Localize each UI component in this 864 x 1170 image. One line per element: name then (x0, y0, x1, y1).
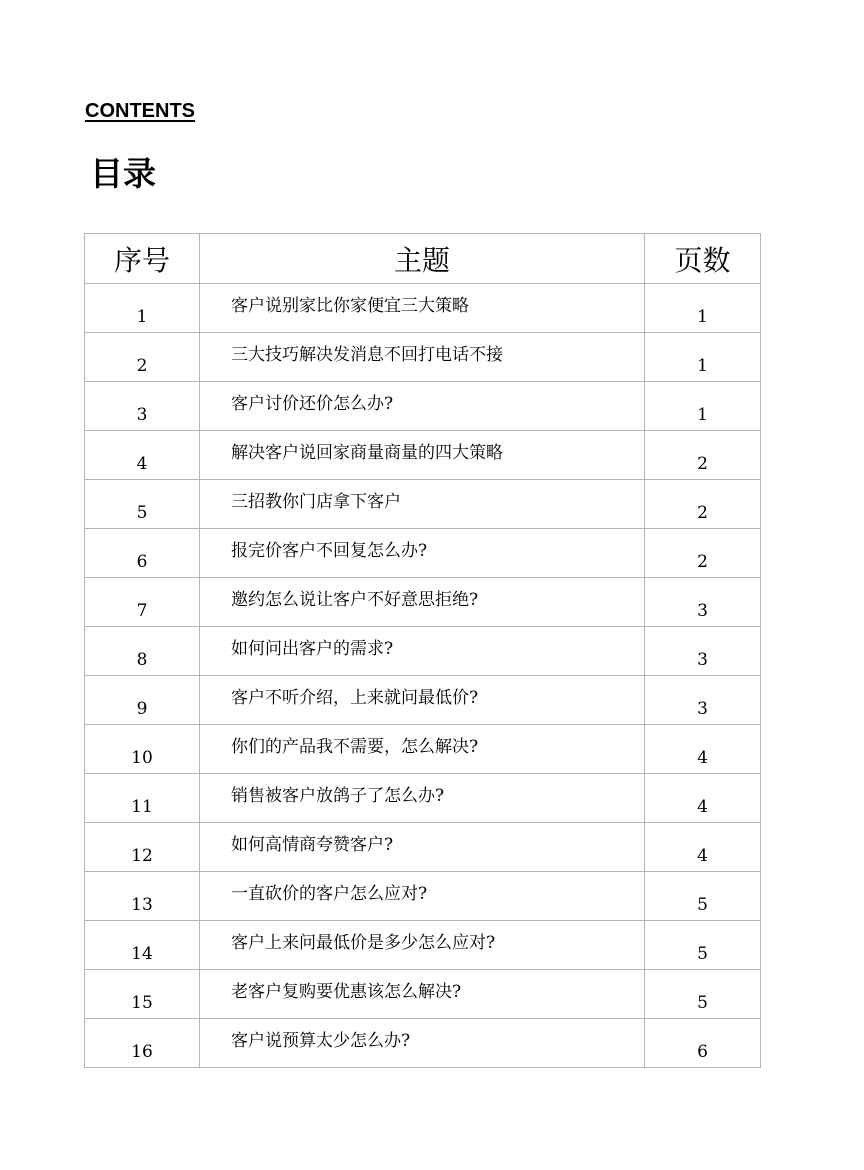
row-number: 4 (85, 431, 200, 480)
row-topic: 客户不听介绍，上来就问最低价? (200, 676, 645, 725)
row-page: 4 (645, 774, 761, 823)
row-number: 1 (85, 284, 200, 333)
toc-table (84, 233, 761, 1068)
row-topic: 如何问出客户的需求? (200, 627, 645, 676)
row-number: 8 (85, 627, 200, 676)
table-row (85, 921, 761, 970)
row-page: 1 (645, 284, 761, 333)
table-row (85, 676, 761, 725)
row-page: 1 (645, 382, 761, 431)
table-row (85, 774, 761, 823)
row-page: 3 (645, 578, 761, 627)
table-row (85, 1019, 761, 1068)
row-page: 3 (645, 676, 761, 725)
row-number: 16 (85, 1019, 200, 1068)
table-row (85, 382, 761, 431)
table-row (85, 725, 761, 774)
table-row (85, 578, 761, 627)
table-header-row (85, 234, 761, 284)
table-row (85, 431, 761, 480)
row-topic: 客户说别家比你家便宜三大策略 (200, 284, 645, 333)
row-topic: 一直砍价的客户怎么应对? (200, 872, 645, 921)
page-title: 目录 (90, 154, 156, 193)
table-row (85, 872, 761, 921)
row-page: 3 (645, 627, 761, 676)
table-row (85, 333, 761, 382)
row-number: 14 (85, 921, 200, 970)
row-topic: 邀约怎么说让客户不好意思拒绝? (200, 578, 645, 627)
column-header-page: 页数 (645, 234, 761, 284)
table-row (85, 970, 761, 1019)
row-number: 11 (85, 774, 200, 823)
row-page: 4 (645, 823, 761, 872)
row-topic: 客户上来问最低价是多少怎么应对? (200, 921, 645, 970)
row-page: 2 (645, 431, 761, 480)
row-number: 6 (85, 529, 200, 578)
row-page: 2 (645, 480, 761, 529)
row-number: 2 (85, 333, 200, 382)
row-page: 6 (645, 1019, 761, 1068)
row-topic: 三招教你门店拿下客户 (200, 480, 645, 529)
row-page: 5 (645, 921, 761, 970)
row-number: 13 (85, 872, 200, 921)
row-page: 2 (645, 529, 761, 578)
row-topic: 客户说预算太少怎么办? (200, 1019, 645, 1068)
row-topic: 销售被客户放鸽子了怎么办? (200, 774, 645, 823)
column-header-topic: 主题 (200, 234, 645, 284)
row-topic: 解决客户说回家商量商量的四大策略 (200, 431, 645, 480)
row-topic: 老客户复购要优惠该怎么解决? (200, 970, 645, 1019)
table-row (85, 823, 761, 872)
table-row (85, 284, 761, 333)
row-number: 3 (85, 382, 200, 431)
row-topic: 报完价客户不回复怎么办? (200, 529, 645, 578)
row-topic: 你们的产品我不需要，怎么解决? (200, 725, 645, 774)
contents-label: CONTENTS (85, 100, 195, 122)
row-topic: 客户讨价还价怎么办? (200, 382, 645, 431)
row-topic: 三大技巧解决发消息不回打电话不接 (200, 333, 645, 382)
table-row (85, 480, 761, 529)
row-page: 4 (645, 725, 761, 774)
column-header-number: 序号 (85, 234, 200, 284)
table-row (85, 529, 761, 578)
row-topic: 如何高情商夸赞客户? (200, 823, 645, 872)
row-number: 5 (85, 480, 200, 529)
row-page: 5 (645, 970, 761, 1019)
table-row (85, 627, 761, 676)
row-page: 1 (645, 333, 761, 382)
row-number: 12 (85, 823, 200, 872)
row-number: 15 (85, 970, 200, 1019)
row-number: 9 (85, 676, 200, 725)
row-page: 5 (645, 872, 761, 921)
row-number: 10 (85, 725, 200, 774)
row-number: 7 (85, 578, 200, 627)
